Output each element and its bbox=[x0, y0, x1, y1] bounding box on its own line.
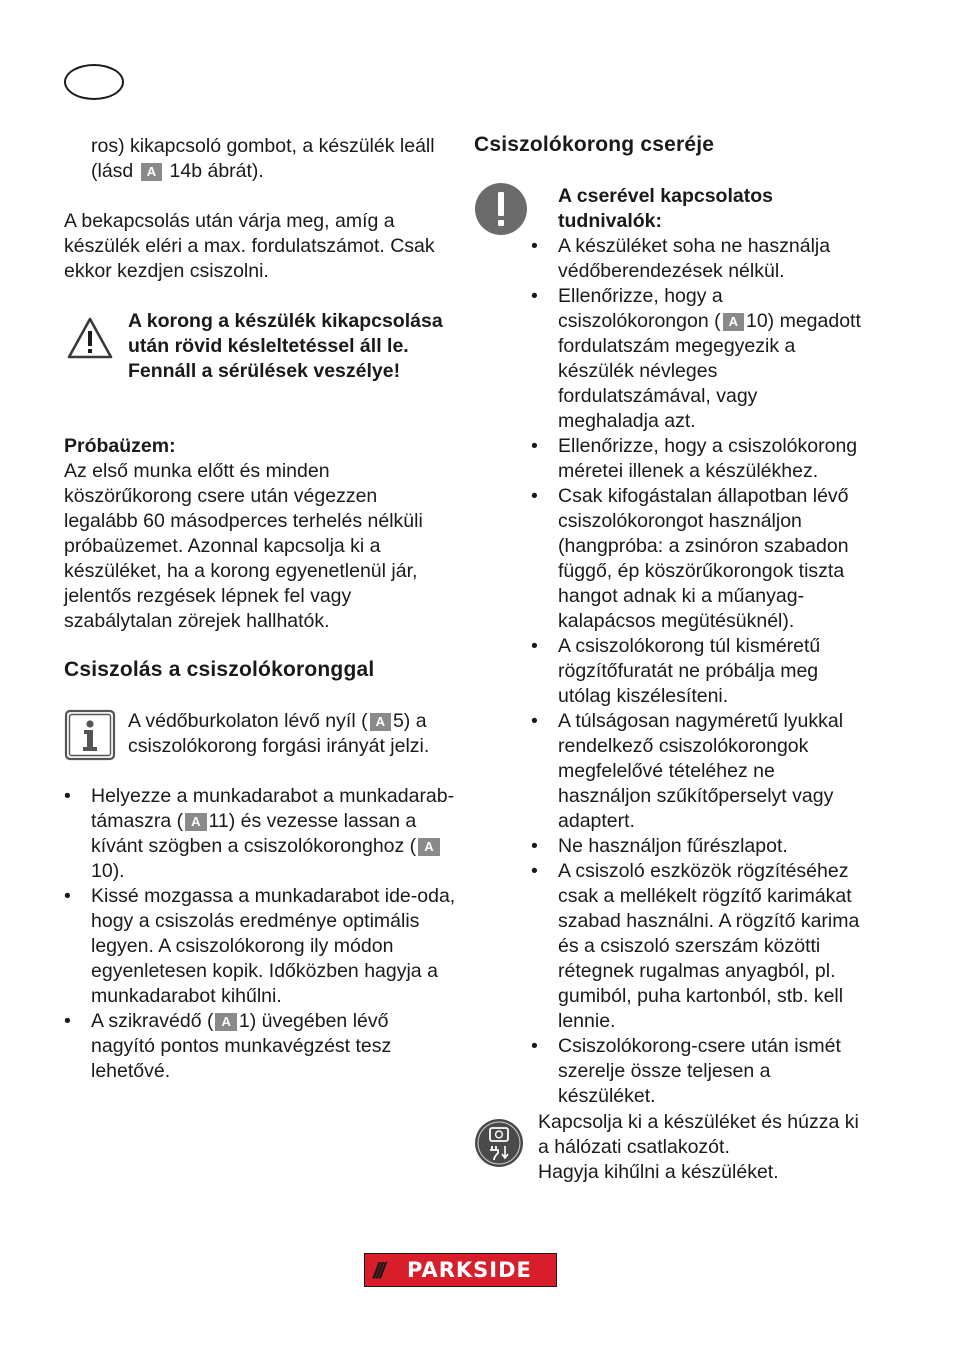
mandatory-notice-icon bbox=[474, 182, 528, 243]
continued-line-2: (lásd A 14b ábrát). bbox=[91, 160, 264, 182]
language-badge bbox=[64, 64, 124, 100]
notice-heading: A cserével kapcsolatos tudnivalók: bbox=[558, 185, 773, 232]
disc-change-heading: Csiszolókorong cseréje bbox=[474, 133, 715, 156]
list-item: • Ellenőrizze, hogy a csiszolókorong méretei illenek a készülékhez. bbox=[531, 434, 861, 484]
list-item: • A túlságosan nagyméretű lyukkal rendelkező csiszolókorongok megfelelővé tételéhez ne használjon szűkítőperselyt vagy adaptert. bbox=[531, 709, 861, 834]
logo-slashes: /// bbox=[373, 1257, 383, 1283]
test-run-paragraph: Az első munka előtt és minden köszörűkorong csere után végezzen legalább 60 másodperces terhelés nélküli próbaüzemet. Azonnal kapcsolja ki a készüléket, ha a korong egyenetlenül jár, jelentős rezgések lépnek fel vagy szabálytalan zörejek hallhatók. bbox=[64, 460, 423, 632]
list-item: • A készüléket soha ne használja védőberendezések nélkül. bbox=[531, 234, 861, 284]
list-item: • Csiszolókorong-csere után ismét szerelje össze teljesen a készüléket. bbox=[531, 1034, 861, 1109]
figure-badge: A bbox=[185, 813, 206, 831]
list-item: • Ellenőrizze, hogy a csiszolókorongon ( A 10) megadott fordulatszám megegyezik a készülék névleges fordulatszámával, vagy meghaladja azt. bbox=[531, 284, 861, 434]
unplug-line-2: Hagyja kihűlni a készüléket. bbox=[538, 1161, 779, 1183]
list-item: • A szikravédő ( A 1) üvegében lévő nagyító pontos munkavégzést tesz lehetővé. bbox=[64, 1009, 456, 1084]
figure-badge: A bbox=[141, 163, 162, 181]
unplug-line-1: Kapcsolja ki a készüléket és húzza ki a hálózati csatlakozót. bbox=[538, 1111, 859, 1158]
parkside-logo bbox=[364, 1253, 557, 1287]
unplug-text bbox=[538, 1110, 860, 1185]
grinding-heading: Csiszolás a csiszolókoronggal bbox=[64, 658, 375, 681]
list-item: • Csak kifogástalan állapotban lévő csiszolókorongot használjon (hangpróba: a zsinóron szabadon függő, ép köszörűkorongok tiszta hangot adnak ki a műanyag-kalapácsos megütésüknél). bbox=[531, 484, 861, 634]
grinding-steps-list bbox=[64, 784, 456, 1084]
figure-badge: A bbox=[370, 713, 391, 731]
test-run-heading: Próbaüzem: bbox=[64, 435, 176, 457]
continued-bullet-text bbox=[91, 134, 461, 184]
warning-text: A korong a készülék kikapcsolása után rövid késleltetéssel áll le. Fennáll a sérülések veszélye! bbox=[128, 310, 443, 382]
list-item: • Ne használjon fűrészlapot. bbox=[531, 834, 861, 859]
list-item: • Kissé mozgassa a munkadarabot ide-oda, hogy a csiszolás eredménye optimális legyen. A csiszolókorong ily módon egyenletesen kopik. Időközben hagyja a munkadarabot kihűlni. bbox=[64, 884, 456, 1009]
disc-change-notes-list bbox=[531, 234, 861, 1109]
info-icon bbox=[64, 709, 116, 768]
figure-badge: A bbox=[215, 1013, 236, 1031]
continued-line-1: ros) kikapcsoló gombot, a készülék leáll bbox=[91, 135, 435, 157]
list-item: • A csiszolókorong túl kisméretű rögzítőfuratát ne próbálja meg utólag kiszélesíteni. bbox=[531, 634, 861, 709]
figure-badge: A bbox=[418, 838, 439, 856]
startup-paragraph: A bekapcsolás után várja meg, amíg a készülék eléri a max. fordulatszámot. Csak ekkor kezdjen csiszolni. bbox=[64, 210, 435, 282]
logo-text: PARKSIDE bbox=[407, 1257, 532, 1282]
warning-triangle-icon bbox=[66, 316, 114, 367]
info-text: A védőburkolaton lévő nyíl ( A 5) a csiszolókorong forgási irányát jelzi. bbox=[128, 710, 430, 757]
figure-badge: A bbox=[723, 313, 744, 331]
unplug-icon bbox=[474, 1117, 524, 1176]
list-item: • A csiszoló eszközök rögzítéséhez csak a mellékelt rögzítő karimákat szabad használni. A rögzítő karima és a csiszoló szerszám közötti rétegnek rugalmas anyagból, pl. gumiból, puha kartonból, stb. kell lennie. bbox=[531, 859, 861, 1034]
list-item: • Helyezze a munkadarabot a munkadarab-támaszra ( A 11) és vezesse lassan a kívánt szögben a csiszolókoronghoz ( A10). bbox=[64, 784, 456, 884]
